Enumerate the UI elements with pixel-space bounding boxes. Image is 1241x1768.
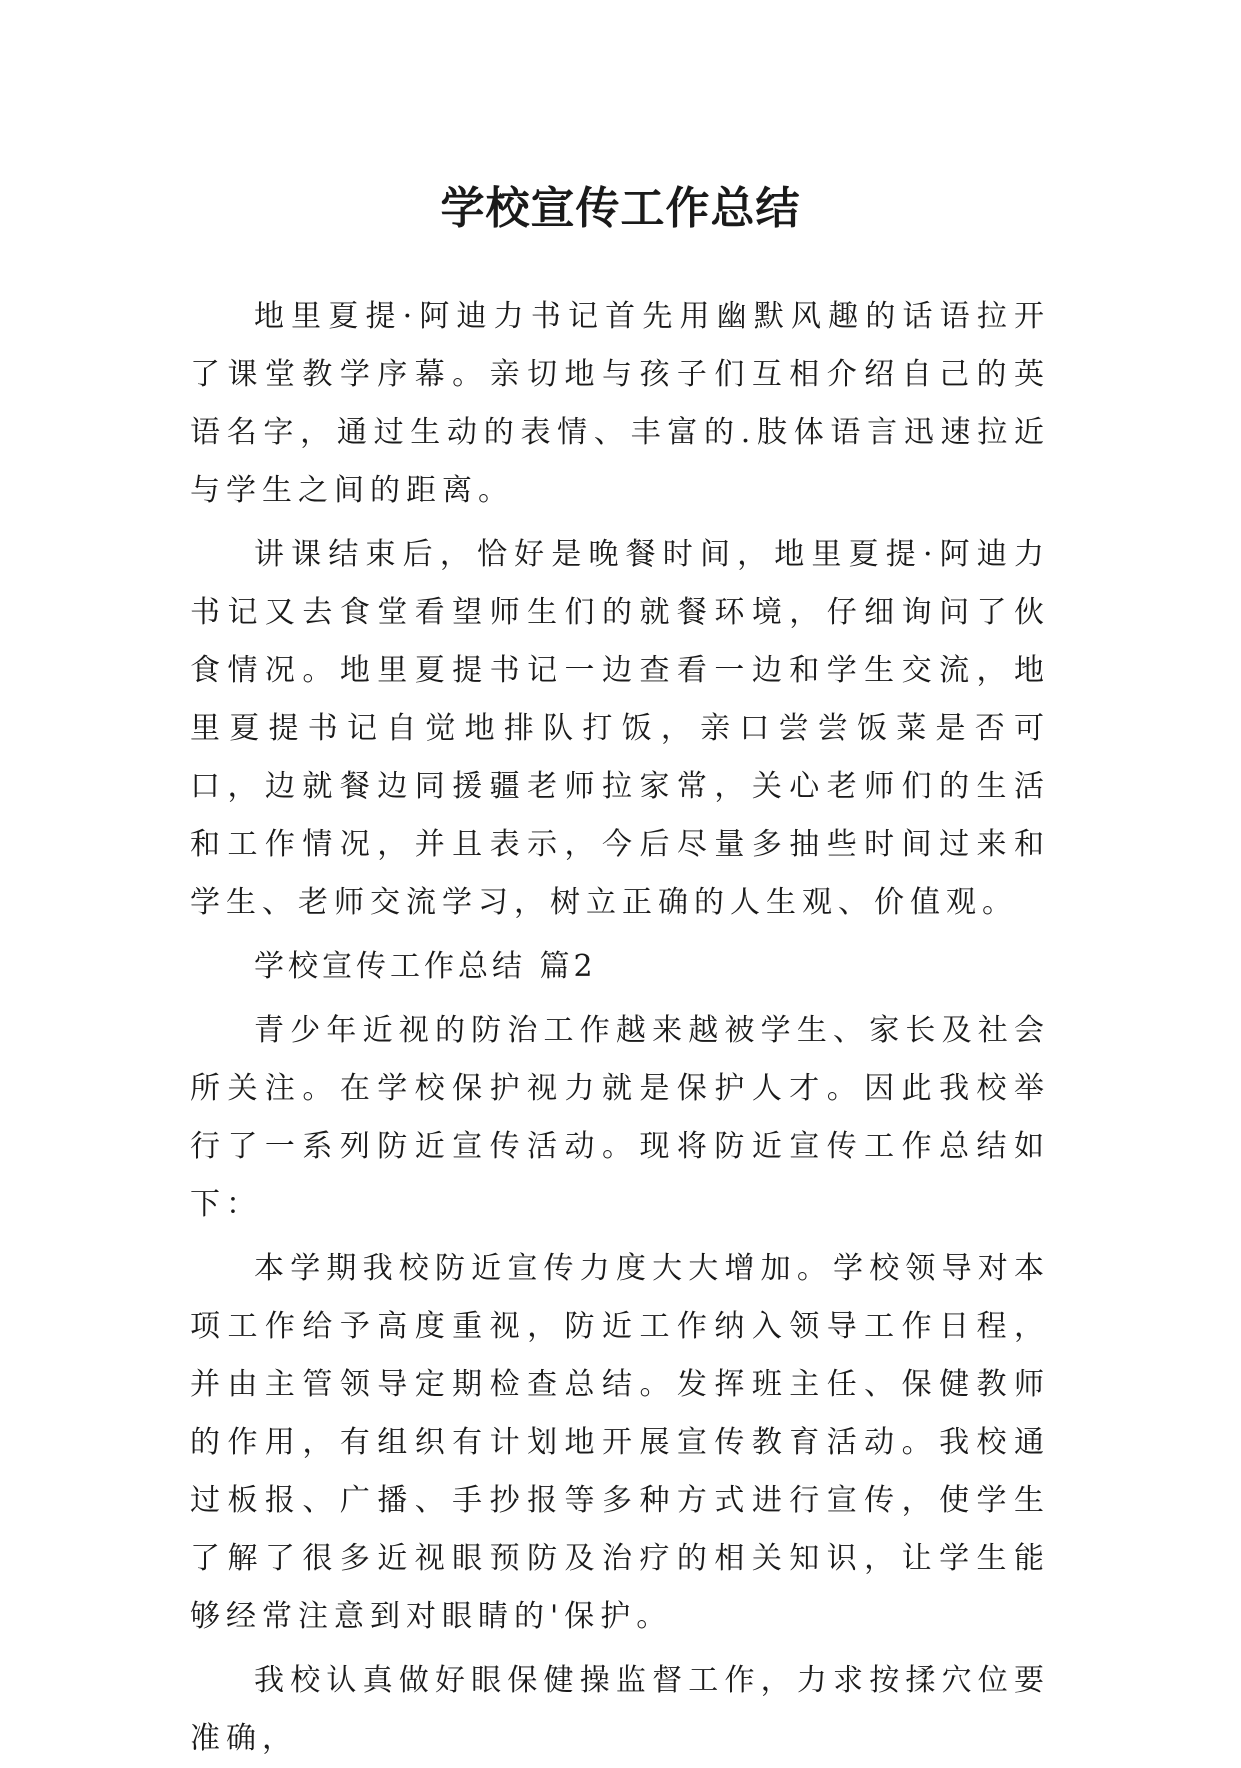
paragraph-5: 我校认真做好眼保健操监督工作，力求按揉穴位要准确， <box>190 1663 1050 1756</box>
paragraph-3: 青少年近视的防治工作越来越被学生、家长及社会所关注。在学校保护视力就是保护人才。因此我校举行了一系列防近宣传活动。现将防近宣传工作总结如下： <box>190 1013 1050 1222</box>
section-heading: 学校宣传工作总结 篇2 <box>254 949 597 984</box>
paragraph-4: 本学期我校防近宣传力度大大增加。学校领导对本项工作给予高度重视，防近工作纳入领导工作日程，并由主管领导定期检查总结。发挥班主任、保健教师的作用，有组织有计划地开展宣传教育活动。我校通过板报、广播、手抄报等多种方式进行宣传，使学生了解了很多近视眼预防及治疗的相关知识，让学生能够经常注意到对眼睛的'保护。 <box>190 1251 1050 1634</box>
document-title: 学校宣传工作总结 <box>440 183 801 235</box>
document-body <box>190 288 1050 1768</box>
paragraph-1: 地里夏提·阿迪力书记首先用幽默风趣的话语拉开了课堂教学序幕。亲切地与孩子们互相介绍自己的英语名字，通过生动的表情、丰富的.肢体语言迅速拉近与学生之间的距离。 <box>190 299 1050 508</box>
paragraph-2: 讲课结束后，恰好是晚餐时间，地里夏提·阿迪力书记又去食堂看望师生们的就餐环境，仔细询问了伙食情况。地里夏提书记一边查看一边和学生交流，地里夏提书记自觉地排队打饭，亲口尝尝饭菜是否可口，边就餐边同援疆老师拉家常，关心老师们的生活和工作情况，并且表示，今后尽量多抽些时间过来和学生、老师交流学习，树立正确的人生观、价值观。 <box>190 537 1050 920</box>
